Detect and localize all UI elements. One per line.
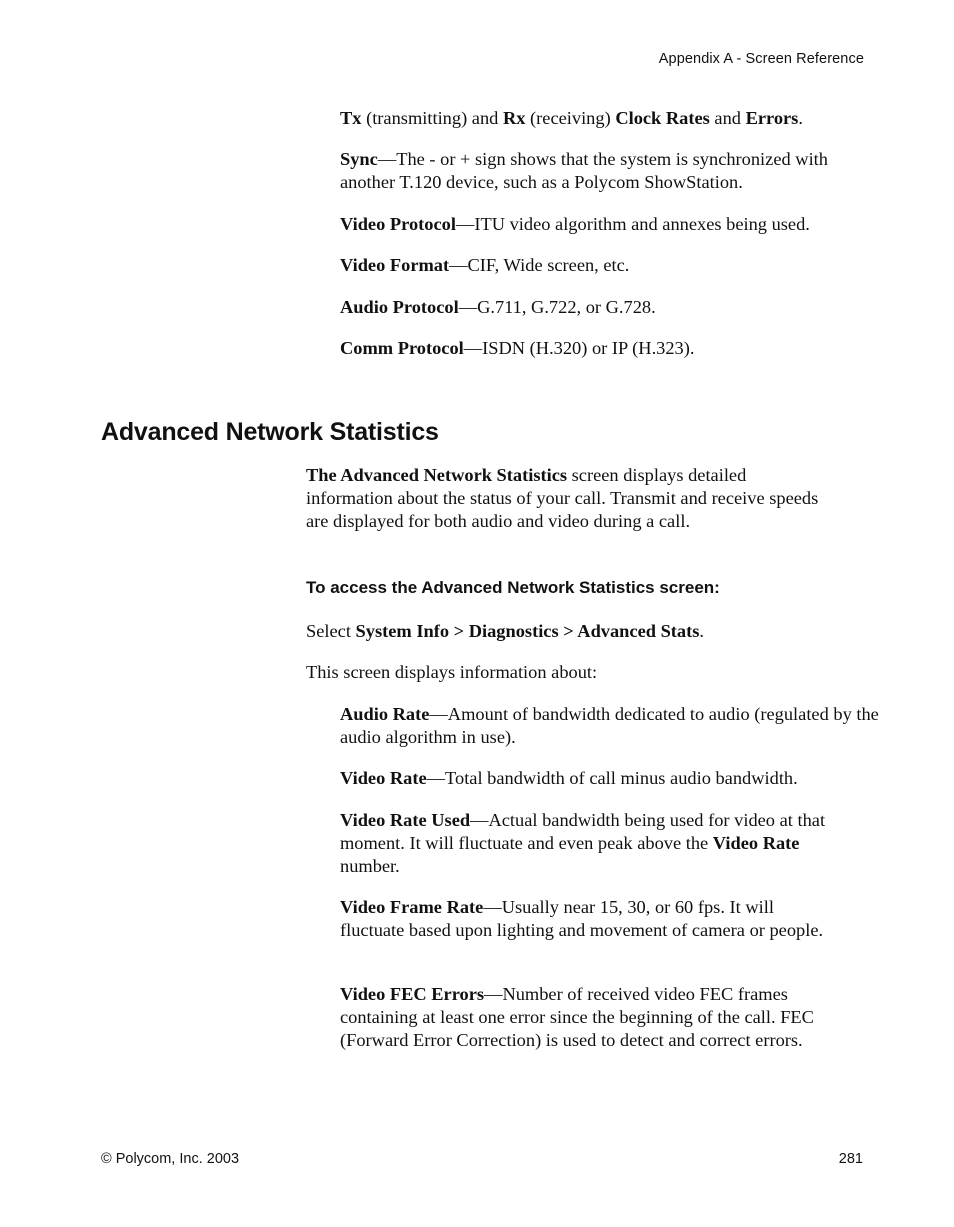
list-item-audio-rate: Audio Rate—Amount of bandwidth dedicated to audio (regulated by the audio algorithm in use). [340, 704, 879, 747]
running-header: Appendix A - Screen Reference [658, 51, 864, 67]
section-intro: The Advanced Network Statistics screen displays detailed information about the status of your call. Transmit and receive speeds are displayed for both audio and video during a call. [306, 465, 819, 531]
list-item-audio-protocol: Audio Protocol—G.711, G.722, or G.728. [340, 297, 656, 317]
section-heading: Advanced Network Statistics [101, 418, 439, 446]
list-item-video-rate-used: Video Rate Used—Actual bandwidth being used for video at that moment. It will fluctuate and even peak above the Video Rate number. [340, 810, 826, 876]
list-item-video-rate: Video Rate—Total bandwidth of call minus audio bandwidth. [340, 768, 798, 788]
footer-page-number: 281 [838, 1151, 863, 1167]
list-item-video-frame-rate: Video Frame Rate—Usually near 15, 30, or 60 fps. It will fluctuate based upon lighting and movement of camera or people. [340, 897, 824, 940]
displays-intro: This screen displays information about: [306, 662, 598, 682]
list-item-comm-protocol: Comm Protocol—ISDN (H.320) or IP (H.323). [340, 338, 695, 358]
list-item-video-protocol: Video Protocol—ITU video algorithm and annexes being used. [340, 214, 810, 234]
procedure-step: Select System Info > Diagnostics > Advanced Stats. [306, 621, 705, 641]
footer-copyright: © Polycom, Inc. 2003 [101, 1151, 240, 1167]
list-item-tx-rx: Tx (transmitting) and Rx (receiving) Clock Rates and Errors. [340, 108, 803, 128]
list-item-sync: Sync—The - or + sign shows that the system is synchronized with another T.120 device, such as a Polycom ShowStation. [340, 149, 828, 192]
list-item-video-format: Video Format—CIF, Wide screen, etc. [340, 255, 630, 275]
procedure-heading: To access the Advanced Network Statistics screen: [306, 578, 720, 597]
list-item-video-fec-errors: Video FEC Errors—Number of received video FEC frames containing at least one error since the beginning of the call. FEC (Forward Error Correction) is used to detect and correct errors. [340, 984, 814, 1050]
